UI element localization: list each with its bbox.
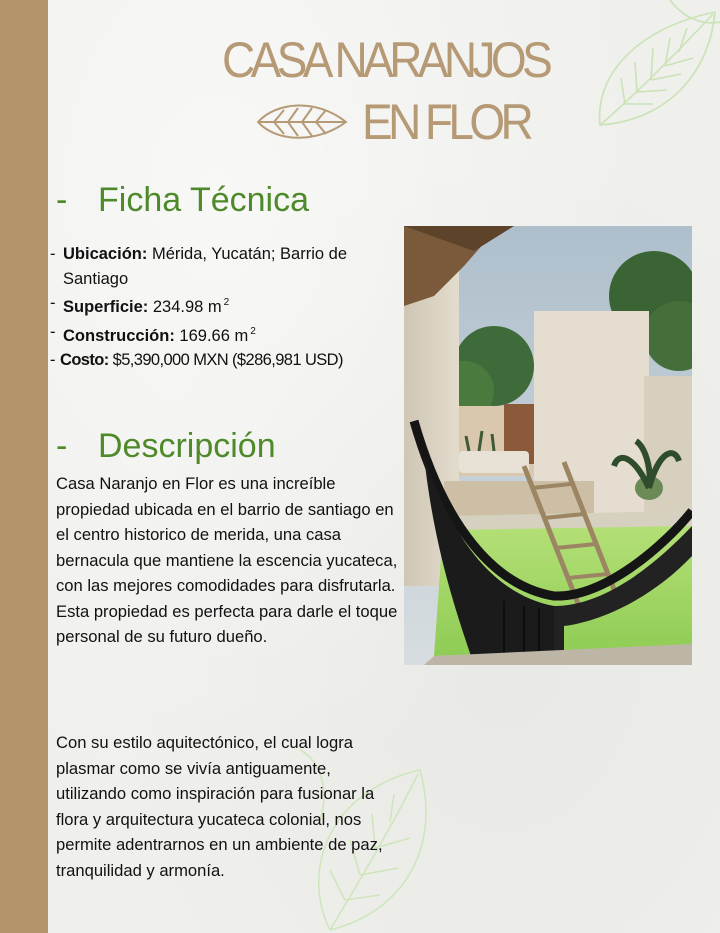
leaf-icon <box>256 100 348 144</box>
fact-label: Superficie: <box>63 298 149 316</box>
brand-title-line-2: EN FLOR <box>362 94 530 150</box>
fact-label: Costo: <box>60 351 109 369</box>
fact-list <box>50 242 390 373</box>
fact-costo <box>50 348 390 373</box>
fact-unit-exponent: 2 <box>223 297 230 308</box>
heading-dash: - <box>56 181 68 219</box>
decorative-leaf-icon <box>575 0 720 135</box>
fact-superficie <box>50 291 390 320</box>
heading-text: Ficha Técnica <box>98 181 310 219</box>
fact-label: Ubicación: <box>63 245 148 263</box>
fact-bullet: - <box>50 245 56 263</box>
side-band <box>0 0 48 933</box>
property-photo <box>404 226 692 665</box>
ficha-tecnica-heading <box>56 180 309 220</box>
fact-construccion <box>50 320 390 349</box>
fact-ubicacion <box>50 242 390 291</box>
fact-unit-exponent: 2 <box>250 325 256 337</box>
fact-bullet: - <box>50 322 56 341</box>
fact-label: Construcción: <box>63 326 175 345</box>
heading-dash: - <box>56 427 68 465</box>
fact-bullet: - <box>50 294 56 312</box>
fact-value: 169.66 m <box>174 326 249 345</box>
brand-title-line-1: CASA NARANJOS <box>222 32 549 88</box>
description-paragraph-1: Casa Naranjo en Flor es una increíble propiedad ubicada en el barrio de santiago en el centro historico de merida, una casa bernacula que mantiene la escencia yucateca, con las mejores comodidades para disfrutarla. Esta propiedad es perfecta para darle el toque personal de su futuro dueño. <box>56 474 398 646</box>
fact-bullet: - <box>50 351 55 369</box>
fact-value: 234.98 m <box>148 298 222 316</box>
descripcion-heading <box>56 426 276 466</box>
description-paragraph-2: Con su estilo aquitectónico, el cual logra plasmar como se vivía antiguamente, utilizando como inspiración para fusionar la flora y arquitectura yucateca colonial, nos permite adentrarnos en un ambiente de paz, tranquilidad y armonía. <box>56 733 383 880</box>
fact-value: Mérida, Yucatán; Barrio de Santiago <box>63 245 348 288</box>
heading-text: Descripción <box>98 427 276 465</box>
fact-value: $5,390,000 MXN ($286,981 USD) <box>108 351 343 369</box>
